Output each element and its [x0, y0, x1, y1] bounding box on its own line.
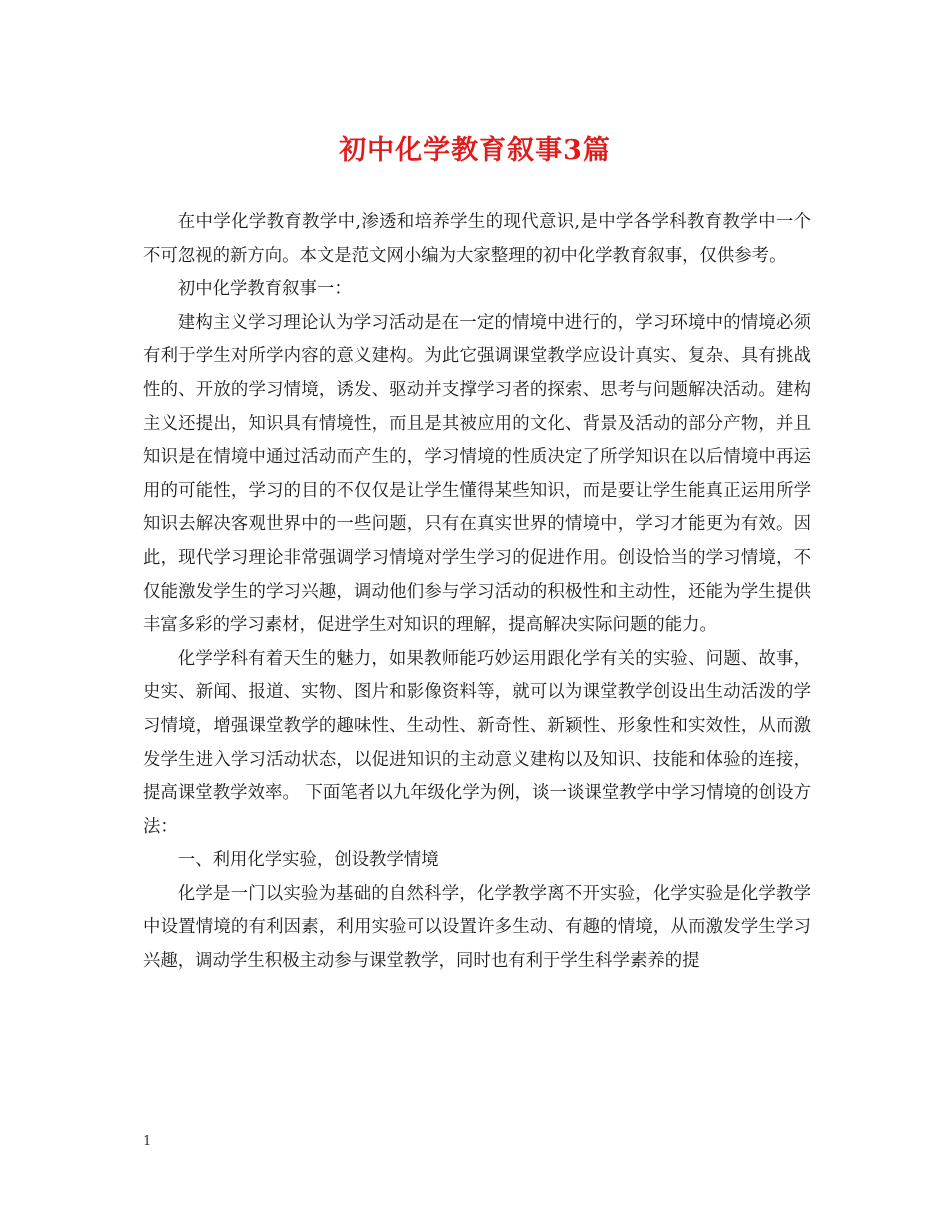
- paragraph-constructivism: 建构主义学习理论认为学习活动是在一定的情境中进行的，学习环境中的情境必须有利于学生对所学内容的意义建构。为此它强调课堂教学应设计真实、复杂、具有挑战性的、开放的学习情境，诱发、驱动并支撑学习者的探索、思考与问题解决活动。建构主义还提出，知识具有情境性，而且是其被应用的文化、背景及活动的部分产物，并且知识是在情境中通过活动而产生的，学习情境的性质决定了所学知识在以后情境中再运用的可能性，学习的目的不仅仅是让学生懂得某些知识，而是要让学生能真正运用所学知识去解决客观世界中的一些问题，只有在真实世界的情境中，学习才能更为有效。因此，现代学习理论非常强调学习情境对学生学习的促进作用。创设恰当的学习情境，不仅能激发学生的学习兴趣，调动他们参与学习活动的积极性和主动性，还能为学生提供丰富多彩的学习素材，促进学生对知识的理解，提高解决实际问题的能力。: [143, 312, 811, 636]
- page-number: 1: [143, 1134, 152, 1149]
- paragraph-chemistry-charm: 化学学科有着天生的魅力，如果教师能巧妙运用跟化学有关的实验、问题、故事，史实、新闻、报道、实物、图片和影像资料等，就可以为课堂教学创设出生动活泼的学习情境，增强课堂教学的趣味性、生动性、新奇性、新颖性、形象性和实效性，从而激发学生进入学习活动状态，以促进知识的主动意义建构以及知识、技能和体验的连接，提高课堂教学效率。 下面笔者以九年级化学为例，谈一谈课堂教学中学习情境的创设方法：: [143, 648, 811, 837]
- paragraph-experiment: 化学是一门以实验为基础的自然科学，化学教学离不开实验，化学实验是化学教学中设置情境的有利因素，利用实验可以设置许多生动、有趣的情境，从而激发学生学习兴趣，调动学生积极主动参与课堂教学，同时也有利于学生科学素养的提: [143, 883, 811, 972]
- paragraph-subheading-experiment: 一、利用化学实验，创设教学情境: [177, 850, 439, 871]
- paragraph-intro: 在中学化学教育教学中,渗透和培养学生的现代意识,是中学各学科教育教学中一个不可忽视的新方向。本文是范文网小编为大家整理的初中化学教育叙事，仅供参考。: [143, 212, 811, 266]
- paragraph-section-heading: 初中化学教育叙事一：: [177, 279, 352, 300]
- document-body: [143, 206, 811, 979]
- document-title: 初中化学教育叙事3篇: [339, 135, 611, 166]
